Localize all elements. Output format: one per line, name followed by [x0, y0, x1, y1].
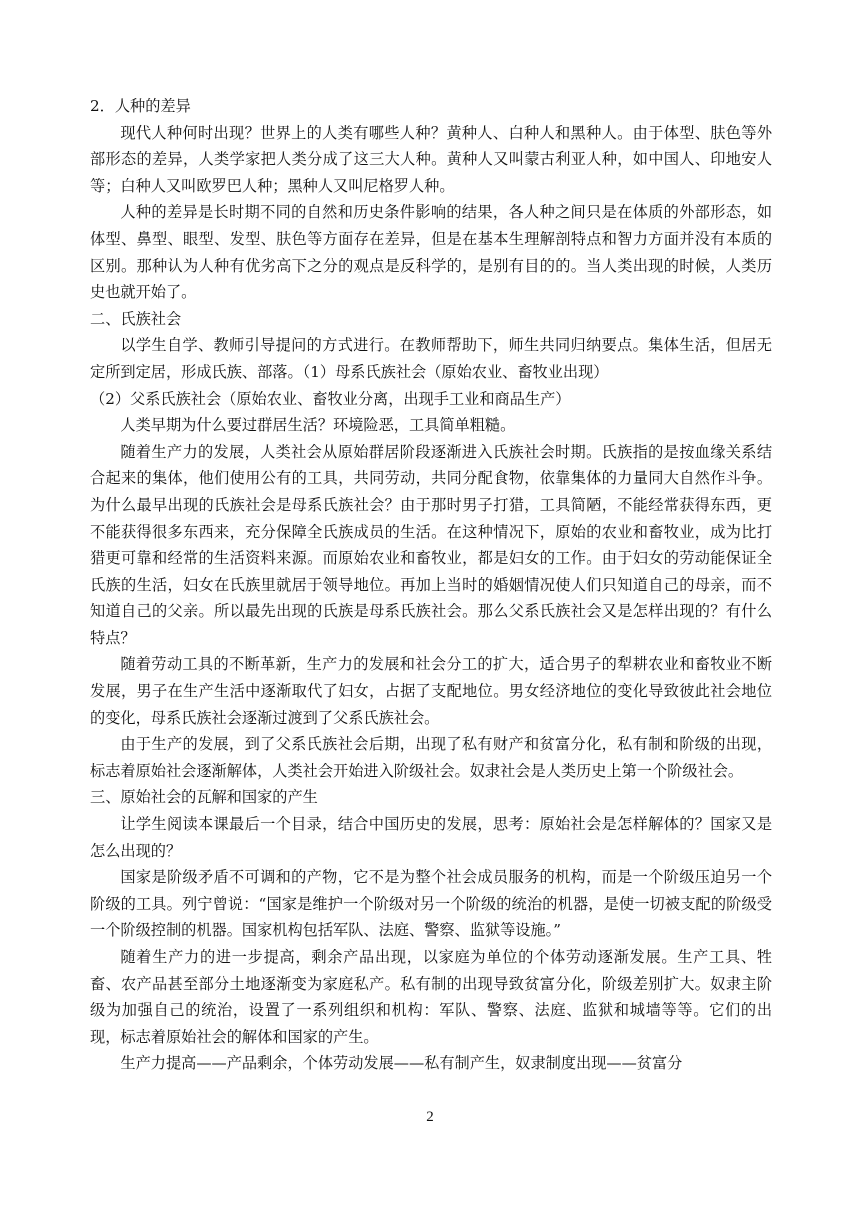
section-heading: 2．人种的差异	[90, 97, 191, 115]
document-body	[90, 93, 772, 1077]
paragraph: 由于生产的发展，到了父系氏族社会后期，出现了私有财产和贫富分化，私有制和阶级的出现，标志着原始社会逐渐解体，人类社会开始进入阶级社会。奴隶社会是人类历史上第一个阶级社会。	[90, 735, 772, 780]
paragraph: 人类早期为什么要过群居生活？环境险恶，工具简单粗糙。	[120, 416, 516, 435]
paragraph: 随着生产力的发展，人类社会从原始群居阶段逐渐进入氏族社会时期。氏族指的是按血缘关系结合起来的集体，他们使用公有的工具，共同劳动，共同分配食物，依靠集体的力量同大自然作斗争。为什么最早出现的氏族社会是母系氏族社会？由于那时男子打猎，工具简陋，不能经常获得东西，更不能获得很多东西来，充分保障全氏族成员的生活。在这种情况下，原始的农业和畜牧业，成为比打猎更可靠和经常的生活资料来源。而原始农业和畜牧业，都是妇女的工作。由于妇女的劳动能保证全氏族的生活，妇女在氏族里就居于领导地位。再加上当时的婚姻情况使人们只知道自己的母亲，而不知道自己的父亲。所以最先出现的氏族是母系氏族社会。那么父系氏族社会又是怎样出现的？有什么特点？	[90, 442, 772, 647]
paragraph: 以学生自学、教师引导提问的方式进行。在教师帮助下，师生共同归纳要点。集体生活，但居无定所到定居，形成氏族、部落。（1）母系氏族社会（原始农业、畜牧业出现）	[90, 336, 772, 381]
paragraph-continuation: （2）父系氏族社会（原始农业、畜牧业分离，出现手工业和商品生产）	[90, 389, 571, 408]
paragraph: 国家是阶级矛盾不可调和的产物，它不是为整个社会成员服务的机构，而是一个阶级压迫另一个阶级的工具。列宁曾说：“国家是维护一个阶级对另一个阶级的统治的机器，是使一切被支配的阶级受一个阶级控制的机器。国家机构包括军队、法庭、警察、监狱等设施。”	[90, 868, 772, 940]
section-heading: 三、原始社会的瓦解和国家的产生	[90, 788, 318, 807]
paragraph: 随着生产力的进一步提高，剩余产品出现，以家庭为单位的个体劳动逐渐发展。生产工具、牲畜、农产品甚至部分土地逐渐变为家庭私产。私有制的出现导致贫富分化，阶级差别扩大。奴隶主阶级为加强自己的统治，设置了一系列组织和机构：军队、警察、法庭、监狱和城墙等等。它们的出现，标志着原始社会的解体和国家的产生。	[90, 948, 772, 1046]
section-heading: 二、氏族社会	[90, 309, 182, 328]
paragraph: 让学生阅读本课最后一个目录，结合中国历史的发展，思考：原始社会是怎样解体的？国家又是怎么出现的？	[90, 815, 772, 860]
paragraph: 生产力提高——产品剩余，个体劳动发展——私有制产生，奴隶制度出现——贫富分	[120, 1054, 683, 1073]
paragraph: 随着劳动工具的不断革新，生产力的发展和社会分工的扩大，适合男子的犁耕农业和畜牧业不断发展，男子在生产生活中逐渐取代了妇女，占据了支配地位。男女经济地位的变化导致彼此社会地位的变化，母系氏族社会逐渐过渡到了父系氏族社会。	[90, 655, 772, 727]
paragraph: 人种的差异是长时期不同的自然和历史条件影响的结果，各人种之间只是在体质的外部形态，如体型、鼻型、眼型、发型、肤色等方面存在差异，但是在基本生理解剖特点和智力方面并没有本质的区别。那种认为人种有优劣高下之分的观点是反科学的，是别有目的的。当人类出现的时候，人类历史也就开始了。	[90, 203, 772, 302]
paragraph: 现代人种何时出现？世界上的人类有哪些人种？黄种人、白种人和黑种人。由于体型、肤色等外部形态的差异，人类学家把人类分成了这三大人种。黄种人又叫蒙古利亚人种，如中国人、印地安人等；白种人又叫欧罗巴人种；黑种人又叫尼格罗人种。	[90, 123, 772, 195]
page-number: 2	[426, 1109, 434, 1125]
